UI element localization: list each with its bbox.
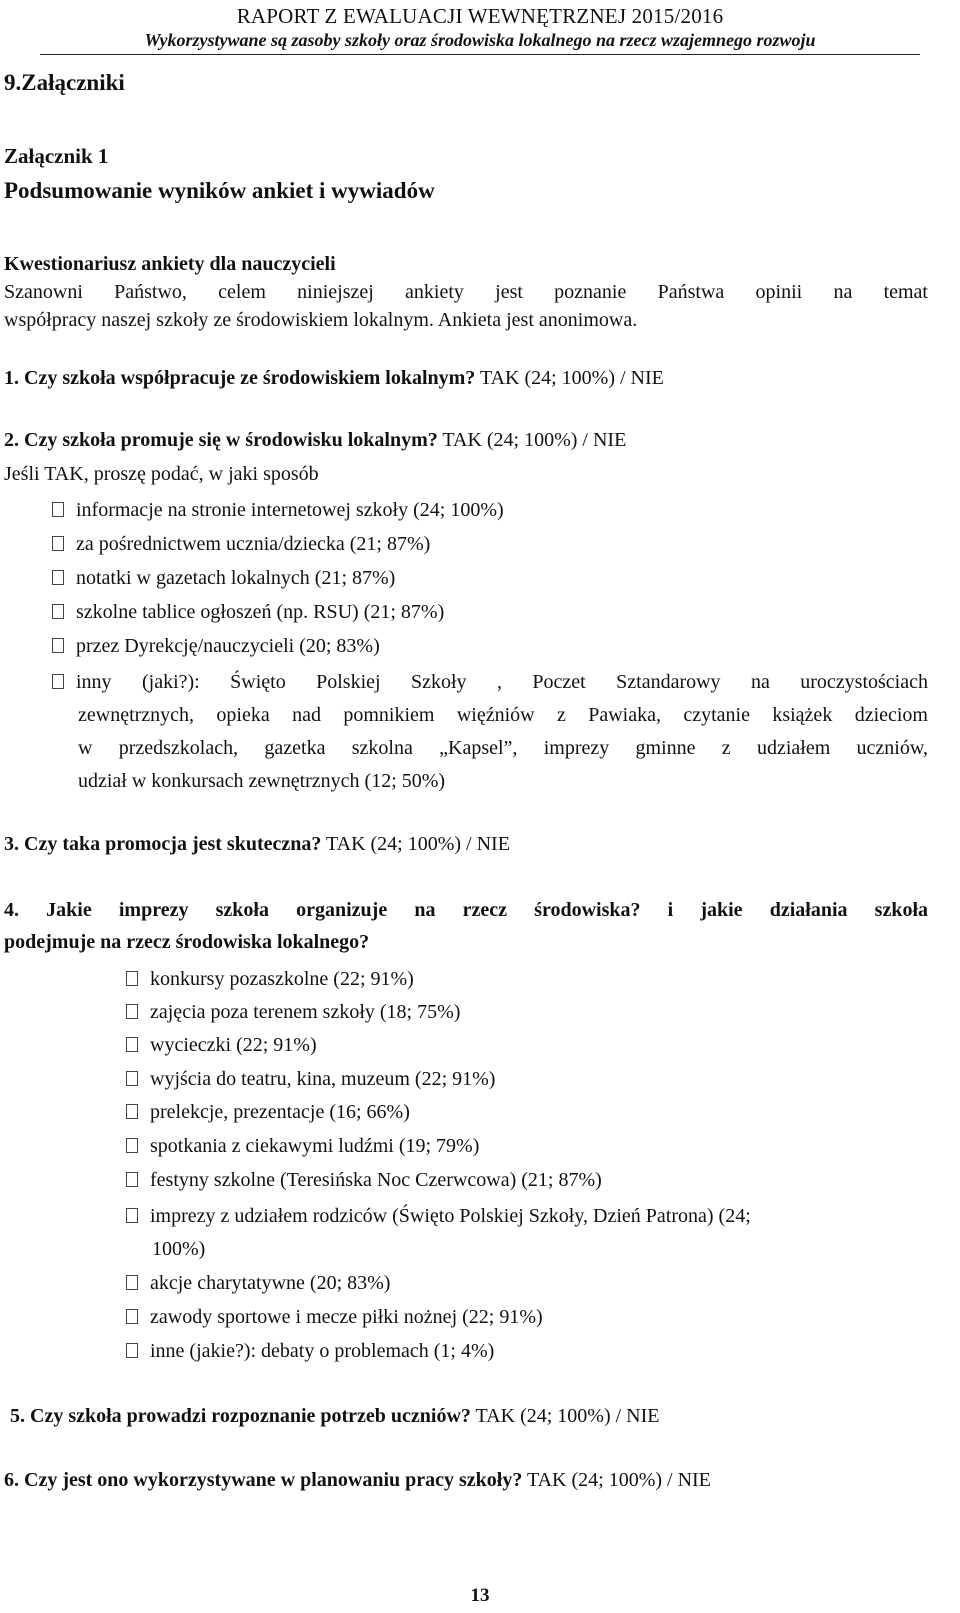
list-item: za pośrednictwem ucznia/dziecka (21; 87%) — [52, 528, 430, 561]
other-line-4: udział w konkursach zewnętrznych (12; 50%) — [78, 770, 446, 792]
report-header — [40, 4, 920, 52]
question-2 — [4, 424, 626, 457]
page-number: 13 — [470, 1585, 490, 1606]
question-5-answer: TAK (24; 100%) / NIE — [470, 1405, 660, 1427]
checkbox-icon — [52, 674, 64, 689]
checkbox-icon — [126, 1343, 138, 1358]
question-4-line-2: podejmuje na rzecz środowiska lokalnego? — [4, 931, 370, 953]
question-1-text: 1. Czy szkoła współpracuje ze środowiskiem lokalnym? — [4, 367, 476, 389]
checkbox-icon — [126, 1172, 138, 1187]
report-title: RAPORT Z EWALUACJI WEWNĘTRZNEJ 2015/2016 — [236, 4, 724, 28]
intro-line-2: współpracy naszej szkoły ze środowiskiem lokalnym. Ankieta jest anonimowa. — [4, 309, 638, 331]
question-2-sub: Jeśli TAK, proszę podać, w jaki sposób — [4, 463, 319, 485]
checkbox-icon — [52, 502, 64, 517]
header-rule — [40, 54, 920, 55]
checkbox-icon — [126, 1004, 138, 1019]
report-subtitle: Wykorzystywane są zasoby szkoły oraz środowiska lokalnego na rzecz wzajemnego rozwoju — [144, 30, 816, 50]
list-item-continuation: 100%) — [152, 1238, 206, 1260]
list-item: zajęcia poza terenem szkoły (18; 75%) — [126, 996, 460, 1029]
checkbox-icon — [52, 604, 64, 619]
question-1-answer: TAK (24; 100%) / NIE — [475, 367, 664, 389]
list-item: imprezy z udziałem rodziców (Święto Polskiej Szkoły, Dzień Patrona) (24; — [126, 1200, 751, 1233]
list-item: akcje charytatywne (20; 83%) — [126, 1267, 390, 1300]
list-item: inne (jakie?): debaty o problemach (1; 4%) — [126, 1335, 494, 1368]
checkbox-icon — [52, 536, 64, 551]
list-item: wyjścia do teatru, kina, muzeum (22; 91%) — [126, 1063, 495, 1096]
annex-title: Podsumowanie wyników ankiet i wywiadów — [4, 178, 435, 203]
list-item: festyny szkolne (Teresińska Noc Czerwcowa) (21; 87%) — [126, 1164, 602, 1197]
list-item: szkolne tablice ogłoszeń (np. RSU) (21; 87%) — [52, 596, 444, 629]
list-item: wycieczki (22; 91%) — [126, 1029, 317, 1062]
questionnaire-heading: Kwestionariusz ankiety dla nauczycieli — [4, 253, 336, 275]
question-2-text: 2. Czy szkoła promuje się w środowisku lokalnym? — [4, 429, 438, 451]
section-title: 9.Załączniki — [4, 70, 125, 95]
list-item: przez Dyrekcję/nauczycieli (20; 83%) — [52, 630, 380, 663]
list-item: inny (jaki?): Święto Polskiej Szkoły , Poczet Sztandarowy na uroczystościach — [52, 666, 928, 699]
intro-line-1: Szanowni Państwo, celem niniejszej ankiety jest poznanie Państwa opinii na temat — [4, 281, 928, 303]
checkbox-icon — [126, 1037, 138, 1052]
checkbox-icon — [52, 638, 64, 653]
list-item: zawody sportowe i mecze piłki nożnej (22; 91%) — [126, 1301, 543, 1334]
question-6-answer: TAK (24; 100%) / NIE — [522, 1469, 711, 1491]
question-6-text: 6. Czy jest ono wykorzystywane w planowaniu pracy szkoły? — [4, 1469, 523, 1491]
question-5-text: 5. Czy szkoła prowadzi rozpoznanie potrzeb uczniów? — [10, 1405, 471, 1427]
list-item: informacje na stronie internetowej szkoły (24; 100%) — [52, 494, 504, 527]
question-5 — [10, 1400, 659, 1433]
checkbox-icon — [126, 1104, 138, 1119]
other-line-2: zewnętrznych, opieka nad pomnikiem więźniów z Pawiaka, czytanie książek dzieciom — [78, 704, 928, 726]
question-3 — [4, 828, 510, 861]
question-3-answer: TAK (24; 100%) / NIE — [321, 833, 510, 855]
annex-label: Załącznik 1 — [4, 144, 109, 168]
question-6 — [4, 1464, 711, 1497]
list-item: prelekcje, prezentacje (16; 66%) — [126, 1096, 410, 1129]
checkbox-icon — [126, 1275, 138, 1290]
checkbox-icon — [126, 971, 138, 986]
checkbox-icon — [126, 1309, 138, 1324]
question-4-line-1: 4. Jakie imprezy szkoła organizuje na rzecz środowiska? i jakie działania szkoła — [4, 899, 928, 921]
question-3-text: 3. Czy taka promocja jest skuteczna? — [4, 833, 322, 855]
list-item: konkursy pozaszkolne (22; 91%) — [126, 963, 414, 996]
list-item: spotkania z ciekawymi ludźmi (19; 79%) — [126, 1130, 479, 1163]
checkbox-icon — [126, 1208, 138, 1223]
checkbox-icon — [126, 1071, 138, 1086]
list-item: notatki w gazetach lokalnych (21; 87%) — [52, 562, 395, 595]
checkbox-icon — [126, 1138, 138, 1153]
other-line-3: w przedszkolach, gazetka szkolna „Kapsel”, imprezy gminne z udziałem uczniów, — [78, 737, 928, 759]
question-1 — [4, 362, 664, 395]
question-2-answer: TAK (24; 100%) / NIE — [437, 429, 627, 451]
checkbox-icon — [52, 570, 64, 585]
